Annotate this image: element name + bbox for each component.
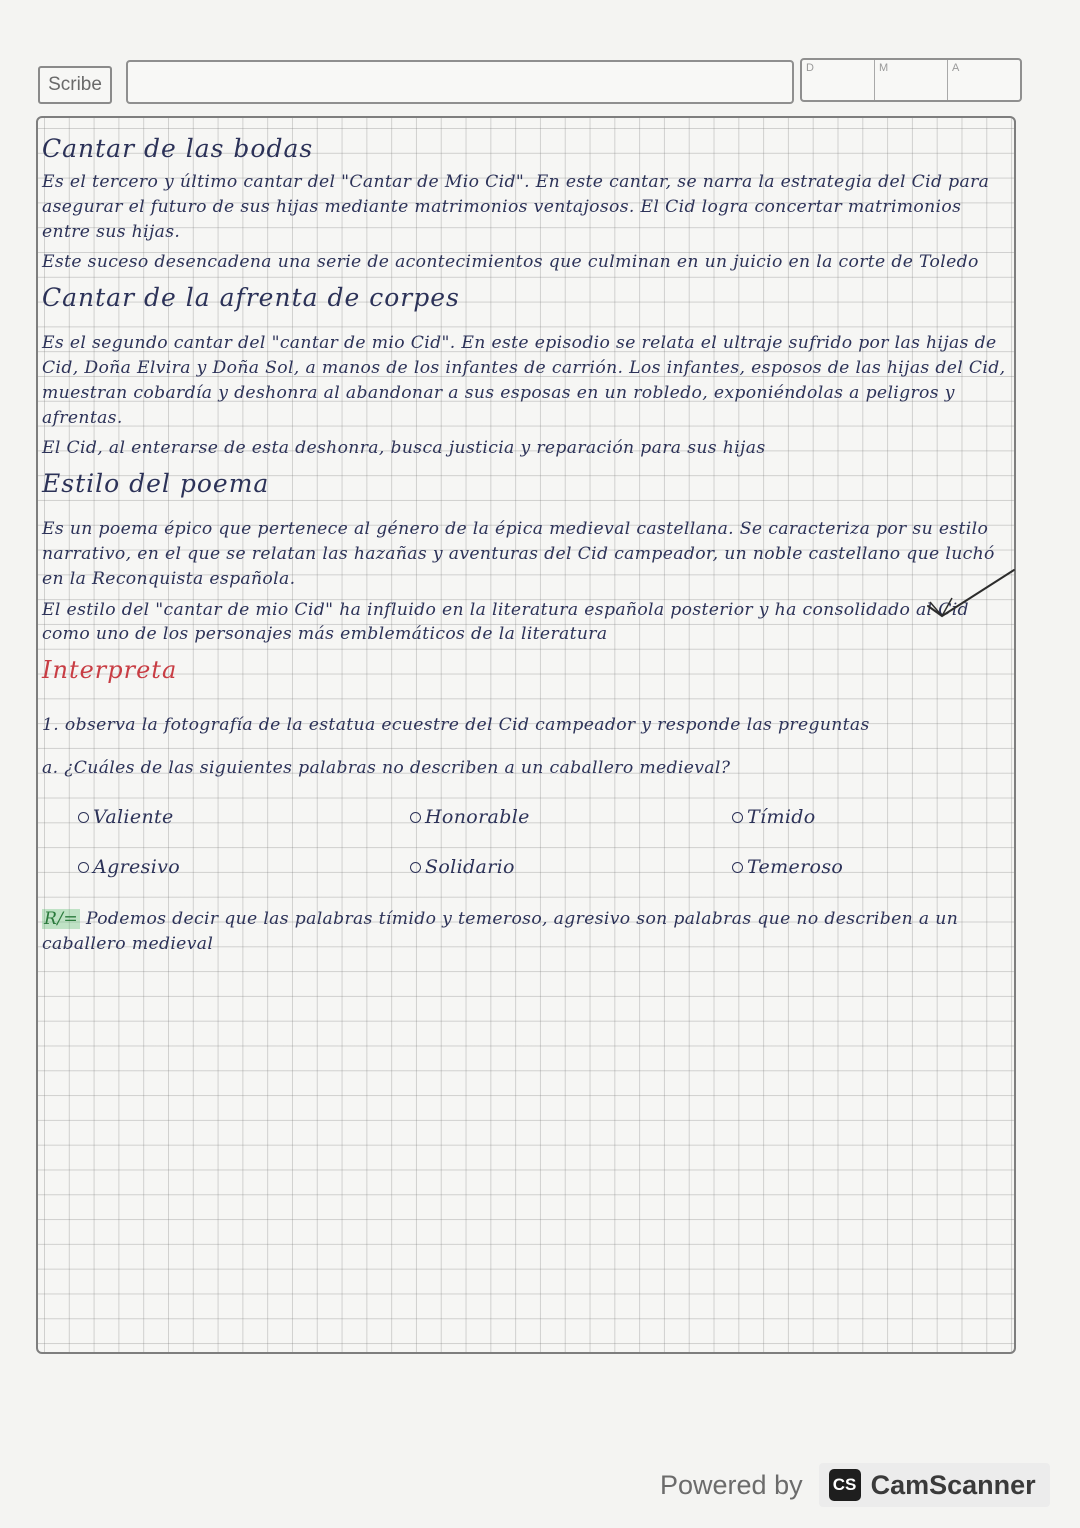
notebook-brand-box — [38, 66, 112, 104]
title-field — [126, 60, 794, 104]
option-item — [732, 855, 843, 880]
option-label: Honorable — [425, 805, 530, 828]
heading-bodas: Cantar de las bodas — [42, 134, 314, 163]
date-month-label: M — [875, 60, 948, 100]
circle-bullet-icon — [410, 812, 421, 823]
heading-interpreta: Interpreta — [42, 656, 178, 685]
camscanner-brand: CamScanner — [870, 1469, 1036, 1500]
circle-bullet-icon — [732, 812, 743, 823]
option-item — [732, 805, 816, 830]
answer-text: Podemos decir que las palabras tímido y temeroso, agresivo son palabras que no describen a un caballero medieval — [42, 908, 959, 954]
answer-paragraph — [42, 907, 1010, 957]
bodas-paragraph-2: Este suceso desencadena una serie de acontecimientos que culminan en un juicio en la corte de Toledo — [42, 252, 979, 273]
afrenta-paragraph-1: Es el segundo cantar del "cantar de mio Cid". En este episodio se relata el ultraje sufrido por las hijas de Cid, Doña Elvira y Doña Sol, a manos de los infantes de carrión. Los infantes, esposos de las hijas del Cid, muestran cobardía y deshonra al abandonar a sus esposas en un robledo, exponiéndolas a peligros y afrentas. — [42, 333, 1006, 428]
notebook-page — [36, 116, 1016, 1354]
option-item — [410, 855, 515, 880]
option-label: Solidario — [425, 855, 515, 878]
option-label: Agresivo — [93, 855, 181, 878]
date-day-label: D — [802, 60, 875, 100]
option-item — [78, 855, 180, 880]
scanner-watermark — [660, 1458, 1052, 1512]
option-item — [410, 805, 530, 830]
bodas-paragraph-1: Es el tercero y último cantar del "Cantar de Mio Cid". En este cantar, se narra la estrategia del Cid para asegurar el futuro de sus hijas mediante matrimonios ventajosos. El Cid logra concertar matrimonios entre sus hijas. — [42, 172, 990, 242]
checkmark-icon — [922, 566, 1018, 622]
option-label: Valiente — [93, 805, 174, 828]
handwritten-content — [42, 132, 1010, 962]
interpreta-question: a. ¿Cuáles de las siguientes palabras no describen a un caballero medieval? — [42, 757, 731, 778]
options-list — [42, 793, 1010, 897]
estilo-paragraph-2: El estilo del "cantar de mio Cid" ha influido en la literatura española posterior y ha consolidado al Cid como uno de los personajes más emblemáticos de la literatura — [42, 599, 969, 645]
option-label: Tímido — [747, 805, 816, 828]
camscanner-badge — [819, 1463, 1050, 1507]
heading-estilo: Estilo del poema — [42, 469, 270, 499]
circle-bullet-icon — [732, 862, 743, 873]
option-label: Temeroso — [747, 855, 844, 878]
camscanner-logo-icon: CS — [829, 1469, 861, 1501]
option-item — [78, 805, 174, 830]
interpreta-instruction: 1. observa la fotografía de la estatua ecuestre del Cid campeador y responde las preguntas — [42, 715, 870, 736]
circle-bullet-icon — [78, 862, 89, 873]
powered-by-text: Powered by — [660, 1469, 803, 1500]
date-year-label: A — [952, 62, 960, 74]
date-field — [800, 58, 1022, 102]
notebook-brand: Scribe — [48, 74, 102, 95]
circle-bullet-icon — [78, 812, 89, 823]
afrenta-paragraph-2: El Cid, al enterarse de esta deshonra, busca justicia y reparación para sus hijas — [42, 438, 766, 459]
estilo-paragraph-1: Es un poema épico que pertenece al género de la épica medieval castellana. Se caracteriza por su estilo narrativo, en el que se relatan las hazañas y aventuras del Cid campeador, un noble castellano que luchó en la Reconquista española. — [42, 519, 995, 589]
answer-tag: R/= — [44, 908, 79, 929]
circle-bullet-icon — [410, 862, 421, 873]
heading-afrenta: Cantar de la afrenta de corpes — [42, 283, 460, 313]
